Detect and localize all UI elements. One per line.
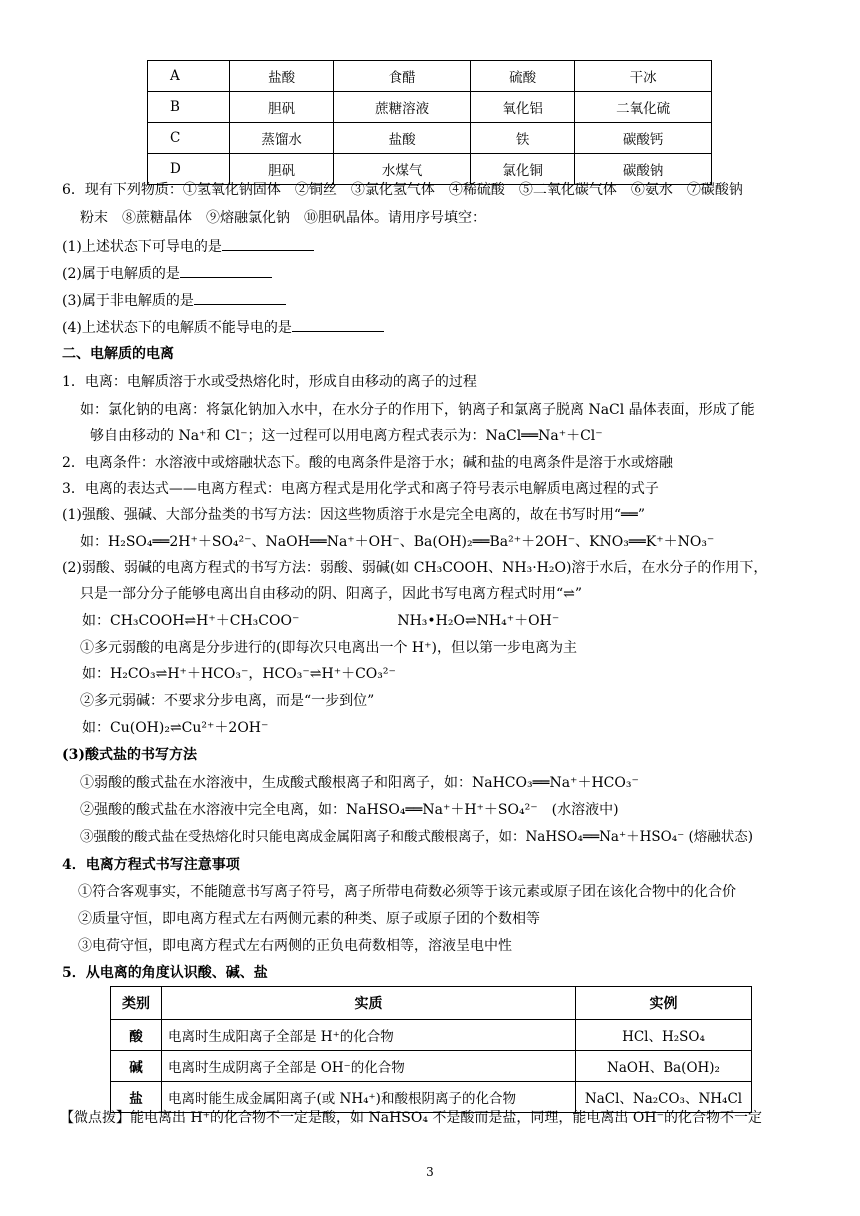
paragraph-line: 只是一部分分子能够电离出自由移动的阴、阳离子，因此书写电离方程式时用“⇌” — [80, 586, 583, 602]
table-cell: 蔗糖溶液 — [334, 92, 471, 123]
paragraph-line: 如：H₂CO₃⇌H⁺＋HCO₃⁻，HCO₃⁻⇌H⁺＋CO₃²⁻ — [82, 666, 396, 682]
table-cell: 食醋 — [334, 61, 471, 92]
question-text: (4)上述状态下的电解质不能导电的是 — [62, 320, 292, 336]
table-cell: 胆矾 — [230, 92, 334, 123]
table-cell: HCl、H₂SO₄ — [576, 1020, 752, 1051]
table-cell: A — [148, 61, 230, 92]
table-cell: 硫酸 — [470, 61, 574, 92]
section-heading: 二、电解质的电离 — [62, 346, 174, 362]
column-header: 实质 — [162, 987, 576, 1020]
subsection-heading: 4．电离方程式书写注意事项 — [62, 857, 240, 873]
table-cell: 蒸馏水 — [230, 123, 334, 154]
table-cell: 电离时生成阴离子全部是 OH⁻的化合物 — [162, 1051, 576, 1082]
paragraph-line: 如：CH₃COOH⇌H⁺＋CH₃COO⁻ NH₃•H₂O⇌NH₄⁺＋OH⁻ — [82, 613, 560, 629]
page-number: 3 — [426, 1165, 434, 1179]
paragraph-line: 如：Cu(OH)₂⇌Cu²⁺＋2OH⁻ — [82, 720, 269, 736]
table-cell: 胆矾 — [230, 154, 334, 185]
paragraph-line: ②强酸的酸式盐在水溶液中完全电离，如：NaHSO₄══Na⁺＋H⁺＋SO₄²⁻ (水溶液中) — [80, 802, 619, 818]
table-cell: NaOH、Ba(OH)₂ — [576, 1051, 752, 1082]
question-text: (2)属于电解质的是 — [62, 266, 180, 282]
table-cell: 干冰 — [575, 61, 712, 92]
table-cell: 电离时生成阳离子全部是 H⁺的化合物 — [162, 1020, 576, 1051]
question-6-part-2 — [62, 263, 272, 284]
column-header: 实例 — [576, 987, 752, 1020]
table-row — [111, 1051, 752, 1082]
paragraph-line: ②质量守恒，即电离方程式左右两侧元素的种类、原子或原子团的个数相等 — [78, 911, 540, 927]
paragraph-line: (1)强酸、强碱、大部分盐类的书写方法：因这些物质溶于水是完全电离的，故在书写时用“══” — [62, 507, 646, 523]
acid-base-salt-table — [110, 986, 752, 1113]
table-cell: 氯化铜 — [470, 154, 574, 185]
paragraph-line: 2．电离条件：水溶液中或熔融状态下。酸的电离条件是溶于水；碱和盐的电离条件是溶于水或熔融 — [62, 455, 673, 471]
table-cell: 电离时能生成金属阳离子(或 NH₄⁺)和酸根阴离子的化合物 — [162, 1082, 576, 1113]
table-cell: NaCl、Na₂CO₃、NH₄Cl — [576, 1082, 752, 1113]
paragraph-line: 如：H₂SO₄══2H⁺＋SO₄²⁻、NaOH══Na⁺＋OH⁻、Ba(OH)₂══Ba²⁺＋2OH⁻、KNO₃══K⁺＋NO₃⁻ — [80, 534, 715, 550]
question-6-line-2: 粉末 ⑧蔗糖晶体 ⑨熔融氯化钠 ⑩胆矾晶体。请用序号填空： — [80, 210, 486, 226]
paragraph-line: ①多元弱酸的电离是分步进行的(即每次只电离出一个 H⁺)，但以第一步电离为主 — [80, 640, 577, 656]
table-cell: 碳酸钙 — [575, 123, 712, 154]
table-row — [148, 92, 712, 123]
question-6-part-4 — [62, 317, 384, 338]
table-cell: 盐酸 — [230, 61, 334, 92]
table-cell: C — [148, 123, 230, 154]
reagent-options-table — [147, 60, 712, 185]
table-row — [148, 61, 712, 92]
paragraph-line: ③强酸的酸式盐在受热熔化时只能电离成金属阳离子和酸式酸根离子，如：NaHSO₄══Na⁺＋HSO₄⁻ (熔融状态) — [80, 829, 754, 845]
table-cell: 铁 — [470, 123, 574, 154]
answer-blank[interactable] — [222, 236, 314, 251]
table-cell: 水煤气 — [334, 154, 471, 185]
table-cell: B — [148, 92, 230, 123]
question-6-part-3 — [62, 290, 286, 311]
column-header: 类别 — [111, 987, 162, 1020]
paragraph-line: 如：氯化钠的电离：将氯化钠加入水中，在水分子的作用下，钠离子和氯离子脱离 NaCl 晶体表面，形成了能 — [80, 402, 755, 418]
paragraph-line: ③电荷守恒，即电离方程式左右两侧的正负电荷数相等，溶液呈电中性 — [78, 938, 512, 954]
table-cell: 二氧化硫 — [575, 92, 712, 123]
question-6-part-1 — [62, 236, 314, 257]
table-cell: 盐 — [111, 1082, 162, 1113]
table-cell: 酸 — [111, 1020, 162, 1051]
paragraph-line: 3．电离的表达式——电离方程式：电离方程式是用化学式和离子符号表示电解质电离过程的式子 — [62, 481, 659, 497]
table-cell: 碳酸钠 — [575, 154, 712, 185]
paragraph-line: 够自由移动的 Na⁺和 Cl⁻；这一过程可以用电离方程式表示为：NaCl══Na⁺＋Cl⁻ — [90, 428, 603, 444]
table-row — [148, 123, 712, 154]
paragraph-line: 1．电离：电解质溶于水或受热熔化时，形成自由移动的离子的过程 — [62, 374, 477, 390]
table-cell: 盐酸 — [334, 123, 471, 154]
table-cell: 碱 — [111, 1051, 162, 1082]
subsection-heading: (3)酸式盐的书写方法 — [62, 747, 197, 763]
table-cell: D — [148, 154, 230, 185]
answer-blank[interactable] — [180, 263, 272, 278]
question-text: (3)属于非电解质的是 — [62, 293, 194, 309]
table-cell: 氧化铝 — [470, 92, 574, 123]
table-header-row — [111, 987, 752, 1020]
paragraph-line: ②多元弱碱：不要求分步电离，而是“一步到位” — [80, 693, 375, 709]
answer-blank[interactable] — [194, 290, 286, 305]
question-6-line-1: 6．现有下列物质：①氢氧化钠固体 ②铜丝 ③氯化氢气体 ④稀硫酸 ⑤二氧化碳气体 ⑥氨水 ⑦碳酸钠 — [62, 182, 743, 198]
tip-paragraph: 【微点拨】能电离出 H⁺的化合物不一定是酸，如 NaHSO₄ 不是酸而是盐，同理，能电离出 OH⁻的化合物不一定 — [60, 1110, 762, 1126]
question-text: (1)上述状态下可导电的是 — [62, 239, 222, 255]
table-row — [111, 1020, 752, 1051]
answer-blank[interactable] — [292, 317, 384, 332]
paragraph-line: (2)弱酸、弱碱的电离方程式的书写方法：弱酸、弱碱(如 CH₃COOH、NH₃·H₂O)溶于水后，在水分子的作用下， — [62, 560, 768, 576]
subsection-heading: 5．从电离的角度认识酸、碱、盐 — [62, 965, 268, 981]
paragraph-line: ①弱酸的酸式盐在水溶液中，生成酸式酸根离子和阳离子，如：NaHCO₃══Na⁺＋HCO₃⁻ — [80, 775, 639, 791]
paragraph-line: ①符合客观事实，不能随意书写离子符号，离子所带电荷数必须等于该元素或原子团在该化合物中的化合价 — [78, 884, 736, 900]
